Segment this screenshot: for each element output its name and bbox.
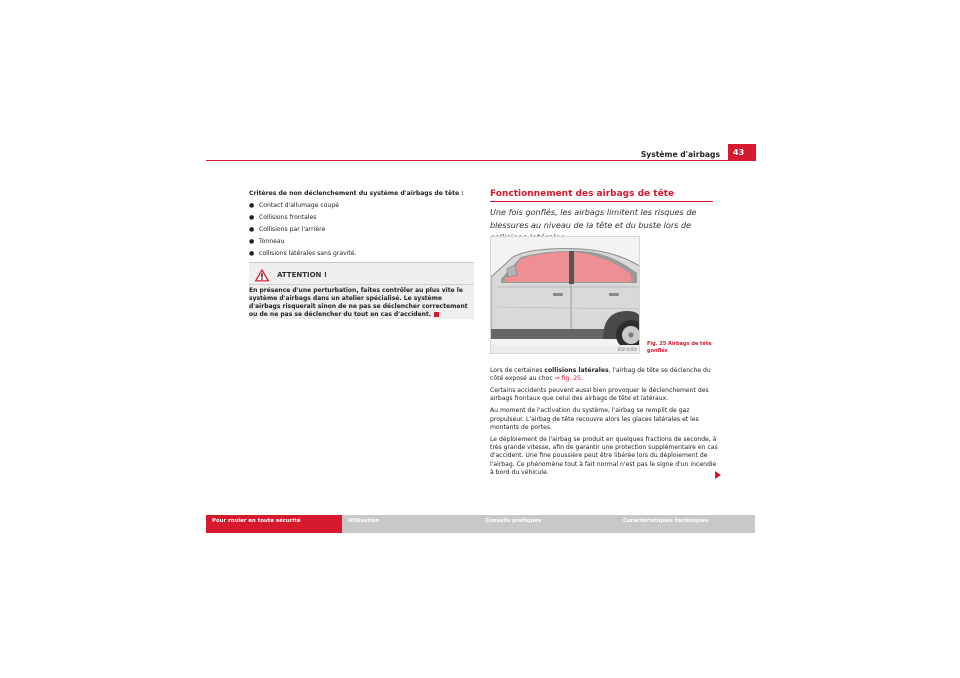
- paragraph: [490, 367, 718, 384]
- figure-head-airbags: [490, 236, 640, 354]
- text-run: Lors de certaines: [490, 367, 545, 374]
- warning-triangle-icon: [254, 268, 270, 282]
- list-item: ● collisions latérales sans gravité.: [249, 249, 474, 259]
- section-rule: [490, 201, 713, 202]
- body-text: [490, 367, 718, 481]
- emphasis: collisions latérales: [544, 367, 609, 374]
- list-item: ● Collisions par l'arrière: [249, 225, 474, 235]
- paragraph: Certains accidents peuvent aussi bien provoquer le déclenchement des airbags frontaux que celui des airbags de tête et latéraux.: [490, 387, 709, 403]
- paragraph: Le déploiement de l'airbag se produit en quelques fractions de seconde, à très grande vitesse, afin de garantir une protection supplémentaire en cas d'accident. Une fine poussière peut être libérée lors du déploiement de l'airbag. Ce phénomène tout à fait normal n'est pas le signe d'un incendie à bord du véhicule.: [490, 435, 718, 477]
- list-item: ● Tonneau: [249, 237, 474, 247]
- footer-tab-technical-data[interactable]: Caractéristiques techniques: [617, 515, 755, 533]
- figure-code: B5P-0406: [617, 347, 637, 352]
- list-item: ● Contact d'allumage coupé: [249, 201, 474, 211]
- paragraph: Au moment de l'activation du système, l'airbag se remplit de gaz propulseur. L'airbag de tête recouvre alors les glaces latérales et les montants de portes.: [490, 407, 699, 431]
- text-run: .: [581, 375, 583, 383]
- warning-title: ATTENTION !: [277, 271, 328, 279]
- footer-tab-safety[interactable]: Pour rouler en toute sécurité: [206, 515, 342, 533]
- warning-header: [249, 267, 474, 283]
- header-rule: [206, 160, 728, 161]
- car-side-illustration: [491, 237, 640, 354]
- end-of-section-icon: [434, 312, 439, 317]
- section-intro: Une fois gonflés, les airbags limitent les risques de blessures au niveau de la tête et du buste lors de: [490, 207, 697, 230]
- warning-text: [249, 287, 474, 319]
- list-item: ● Collisions frontales: [249, 213, 474, 223]
- page-number: 43: [728, 144, 756, 161]
- warning-divider: [249, 284, 474, 285]
- section-title: Fonctionnement des airbags de tête: [490, 189, 675, 199]
- warning-box: [249, 262, 474, 319]
- text-run: , l'airbag de tête se déclenche du côté exposé au choc: [490, 367, 711, 383]
- figure-reference-link[interactable]: ⇒ fig. 25: [554, 375, 582, 383]
- footer-tab-practical-tips[interactable]: Conseils pratiques: [479, 515, 617, 533]
- running-header-title: Système d'airbags: [640, 150, 720, 159]
- continue-arrow-icon: [715, 471, 721, 479]
- criteria-title: Critères de non déclenchement du système d'airbags de tête :: [249, 190, 464, 197]
- criteria-block: [249, 189, 474, 261]
- criteria-list: [249, 201, 474, 259]
- figure-caption: Fig. 25 Airbags de tête gonflés: [647, 341, 712, 354]
- footer-tab-usage[interactable]: Utilisation: [342, 515, 479, 533]
- warning-body: En présence d'une perturbation, faites contrôler au plus vite le système d'airbags dans un atelier spécialisé. Le système d'airbags risquerait sinon de ne pas se déclencher correctement ou de ne pas se déclencher du tout en cas d'accident.: [249, 287, 468, 319]
